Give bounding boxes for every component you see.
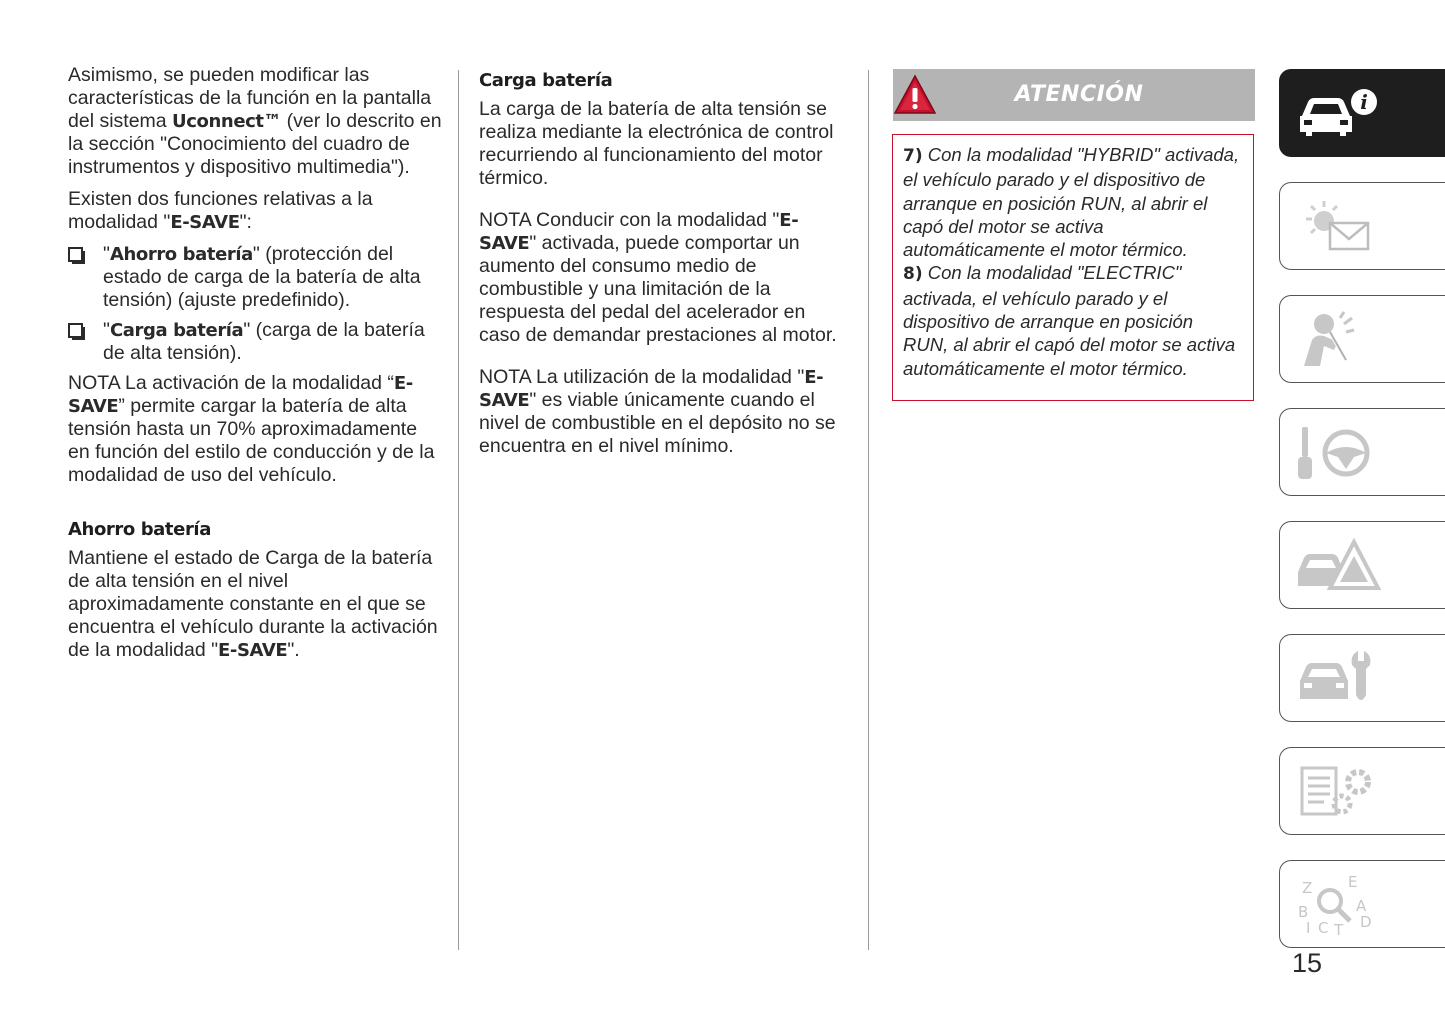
svg-text:T: T	[1334, 921, 1344, 937]
airbag-seat-icon	[1294, 306, 1384, 372]
paragraph-carga: La carga de la batería de alta tensión se realiza mediante la electrónica de control recurriendo al funcionamiento del motor térmico.	[479, 98, 834, 189]
checkbox-bullet-icon	[68, 247, 83, 262]
warning-header	[893, 69, 1255, 121]
list-item: "Ahorro batería" (protección del estado de carga de la batería de alta tensión) (ajuste predefinido).	[68, 243, 443, 312]
alphabetical-index-icon	[1294, 871, 1384, 937]
paragraph-functions: Existen dos funciones relativas a la modalidad "E-SAVE":	[68, 188, 373, 233]
column-divider	[458, 70, 459, 950]
page-number: 15	[1292, 948, 1323, 978]
tab-technical-data[interactable]	[1279, 747, 1445, 835]
tab-starting-driving[interactable]	[1279, 408, 1445, 496]
paragraph-uconnect: Asimismo, se pueden modificar las características de la función en la pantalla del sistema Uconnect™ (ver lo descrito en la sección "Conocimiento del cuadro de instrumentos y dispositivo multimedia").	[68, 64, 442, 178]
warning-lights-message-icon	[1294, 193, 1384, 259]
svg-text:Z: Z	[1302, 879, 1313, 897]
svg-text:D: D	[1360, 913, 1372, 931]
svg-text:B: B	[1298, 903, 1309, 921]
svg-text:C: C	[1318, 919, 1329, 937]
svg-text:A: A	[1356, 897, 1367, 915]
note-text: Con la modalidad "HYBRID" activada, el vehículo parado y el dispositivo de arranque en posición RUN, al abrir el capó del motor se activa automáticamente el motor térmico.	[903, 144, 1240, 261]
tab-warning-lights[interactable]	[1279, 182, 1445, 270]
column-left	[68, 64, 443, 671]
checkbox-bullet-icon	[68, 323, 83, 338]
car-emergency-icon	[1294, 532, 1384, 598]
column-divider	[868, 70, 869, 950]
note-number: 8)	[903, 264, 923, 285]
warning-body	[892, 134, 1254, 401]
warning-title: ATENCIÓN	[1014, 82, 1144, 107]
tab-index[interactable]	[1279, 860, 1445, 948]
car-info-icon	[1294, 80, 1384, 146]
paragraph-nota-consumo: NOTA Conducir con la modalidad "E-SAVE" activada, puede comportar un aumento del consumo medio de combustible y una limitación de la respuesta del pedal del acelerador en caso de demandar prestaciones al motor.	[479, 209, 837, 346]
technical-data-icon	[1294, 758, 1384, 824]
heading-carga-bateria: Carga batería	[479, 70, 613, 91]
note-text: Con la modalidad "ELECTRIC" activada, el vehículo parado y el dispositivo de arranque en posición RUN, al abrir el capó del motor se activa automáticamente el motor térmico.	[903, 262, 1236, 379]
tab-emergency[interactable]	[1279, 521, 1445, 609]
note-number: 7)	[903, 146, 923, 166]
uconnect-term: Uconnect™	[172, 111, 282, 132]
column-middle	[479, 69, 847, 467]
tab-car-info[interactable]	[1279, 69, 1445, 157]
car-maintenance-icon	[1294, 645, 1384, 711]
function-list	[68, 243, 443, 365]
list-item: "Carga batería" (carga de la batería de alta tensión).	[68, 319, 443, 365]
svg-text:i: i	[1360, 90, 1368, 114]
paragraph-ahorro: Mantiene el estado de Carga de la batería de alta tensión en el nivel aproximadamente constante en el que se encuentra el vehículo durante la activación de la modalidad "E-SAVE".	[68, 547, 438, 661]
key-steering-wheel-icon	[1294, 419, 1384, 485]
paragraph-nota-combustible: NOTA La utilización de la modalidad "E-SAVE" es viable únicamente cuando el nivel de combustible en el depósito no se encuentra en el nivel mínimo.	[479, 366, 836, 457]
tab-maintenance[interactable]	[1279, 634, 1445, 722]
svg-text:E: E	[1348, 873, 1358, 891]
heading-ahorro-bateria: Ahorro batería	[68, 519, 211, 540]
svg-text:I: I	[1306, 919, 1311, 937]
paragraph-nota-activacion: NOTA La activación de la modalidad “E-SAVE” permite cargar la batería de alta tensión hasta un 70% aproximadamente en función del estilo de conducción y de la modalidad de uso del vehículo.	[68, 372, 435, 486]
tab-safety[interactable]	[1279, 295, 1445, 383]
